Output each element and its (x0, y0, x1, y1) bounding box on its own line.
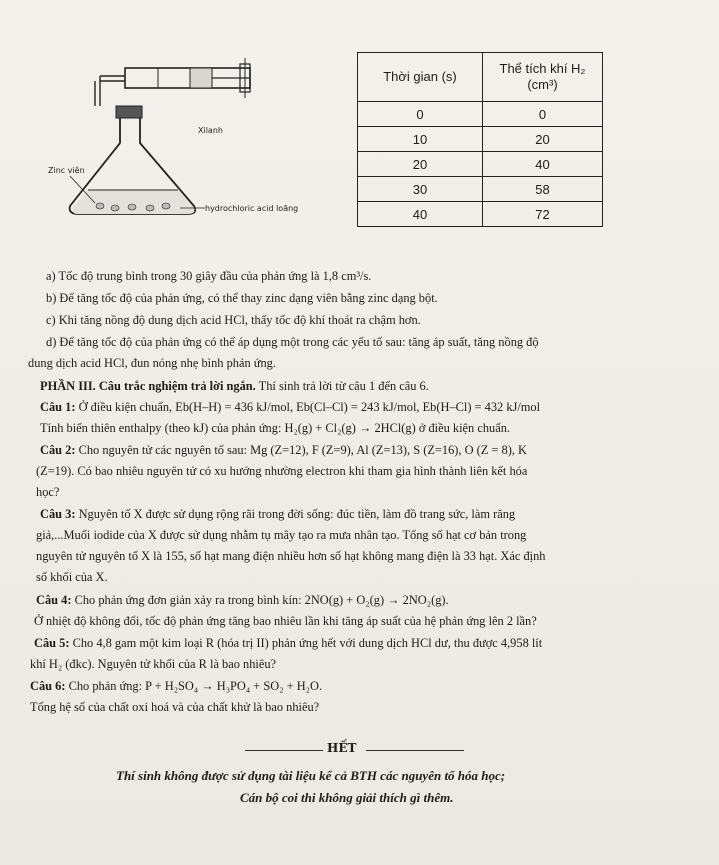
end-marker: HẾT (327, 741, 357, 755)
cell-volume: 40 (483, 152, 603, 177)
conical-flask (70, 118, 195, 214)
gas-volume-table (357, 52, 603, 227)
header-time: Thời gian (s) (358, 53, 483, 102)
cell-volume: 72 (483, 202, 603, 227)
syringe (100, 58, 250, 98)
statement-c: c) Khi tăng nồng độ dung dịch acid HCl, thấy tốc độ khí thoát ra chậm hơn. (46, 313, 421, 327)
cell-time: 40 (358, 202, 483, 227)
statement-d: d) Để tăng tốc độ của phản ứng có thể áp dụng một trong các yếu tố sau: tăng áp suất, tăng nồng độ (46, 335, 539, 349)
question-5: Câu 5: Cho 4,8 gam một kim loại R (hóa trị II) phản ứng hết với dung dịch HCl dư, thu được 4,958 lít (34, 636, 543, 650)
cell-volume: 20 (483, 127, 603, 152)
cell-time: 0 (358, 102, 483, 127)
question-4: Câu 4: Cho phản ứng đơn giản xảy ra trong bình kín: 2NO(g) + O₂(g) → 2NO₂(g). (36, 593, 449, 607)
question-5-line2: khí H₂ (đkc). Nguyên tử khối của R là bao nhiêu? (30, 657, 277, 671)
cell-volume: 58 (483, 177, 603, 202)
question-3: Câu 3: Nguyên tố X được sử dụng rộng rãi trong đời sống: đúc tiền, làm đồ trang sức, làm răng (40, 507, 516, 521)
cell-volume: 0 (483, 102, 603, 127)
cell-time: 10 (358, 127, 483, 152)
label-syringe: Xilanh (198, 126, 223, 135)
question-6-line2: Tổng hệ số của chất oxi hoá và của chất khử là bao nhiêu? (30, 700, 320, 714)
question-3-line4: số khối của X. (36, 570, 108, 584)
cell-time: 20 (358, 152, 483, 177)
question-6: Câu 6: Cho phản ứng: P + H₂SO₄ → H₃PO₄ + SO₂ + H₂O. (30, 679, 323, 693)
statement-d-cont: dung dịch acid HCl, đun nóng nhẹ bình phản ứng. (28, 356, 276, 370)
question-1: Câu 1: Ở điều kiện chuẩn, Eb(H–H) = 436 kJ/mol, Eb(Cl–Cl) = 243 kJ/mol, Eb(H–Cl) = 432 kJ/mol (40, 400, 541, 414)
cell-time: 30 (358, 177, 483, 202)
question-3-line3: nguyên tử nguyên tố X là 155, số hạt mang điện nhiều hơn số hạt không mang điện là 33 hạt. Xác định (36, 549, 546, 563)
note-2: Cán bộ coi thi không giải thích gì thêm. (240, 790, 454, 805)
table-row (358, 102, 603, 127)
note-1: Thí sinh không được sử dụng tài liệu kể cả BTH các nguyên tố hóa học; (116, 768, 506, 783)
table-row (358, 177, 603, 202)
question-2: Câu 2: Cho nguyên tử các nguyên tố sau: Mg (Z=12), F (Z=9), Al (Z=13), S (Z=16), O (Z = 8), K (40, 443, 527, 457)
question-1-line2: Tính biến thiên enthalpy (theo kJ) của phản ứng: H₂(g) + Cl₂(g) → 2HCl(g) ở điều kiện chuẩn. (40, 421, 511, 435)
table-row (358, 202, 603, 227)
statement-a: a) Tốc độ trung bình trong 30 giây đầu của phản ứng là 1,8 cm³/s. (46, 269, 372, 283)
question-2-line3: học? (36, 485, 60, 499)
label-zinc: Zinc viên (48, 166, 85, 175)
header-volume: Thể tích khí H₂ (cm³) (483, 53, 603, 102)
end-rule-left (245, 750, 323, 751)
question-2-line2: (Z=19). Có bao nhiêu nguyên tử có xu hướng nhường electron khi tham gia hình thành liên kết hóa (36, 464, 528, 478)
statement-b: b) Để tăng tốc độ của phản ứng, có thể thay zinc dạng viên bằng zinc dạng bột. (46, 291, 438, 305)
label-acid: hydrochloric acid loãng (205, 204, 299, 213)
question-4-line2: Ở nhiệt độ không đổi, tốc độ phản ứng tăng bao nhiêu lần khi tăng áp suất của hệ phản ứng lên 2 lần? (34, 614, 537, 628)
table-row (358, 152, 603, 177)
part3-heading: PHẦN III. Câu trắc nghiệm trả lời ngắn. Thí sinh trả lời từ câu 1 đến câu 6. (40, 379, 429, 393)
question-3-line2: giả,...Muối iodide của X được sử dụng nhằm tụ mây tạo ra mưa nhân tạo. Tổng số hạt cơ bản trong (36, 528, 527, 542)
table-row (358, 127, 603, 152)
end-rule-right (366, 750, 464, 751)
reaction-apparatus-diagram (40, 48, 340, 238)
